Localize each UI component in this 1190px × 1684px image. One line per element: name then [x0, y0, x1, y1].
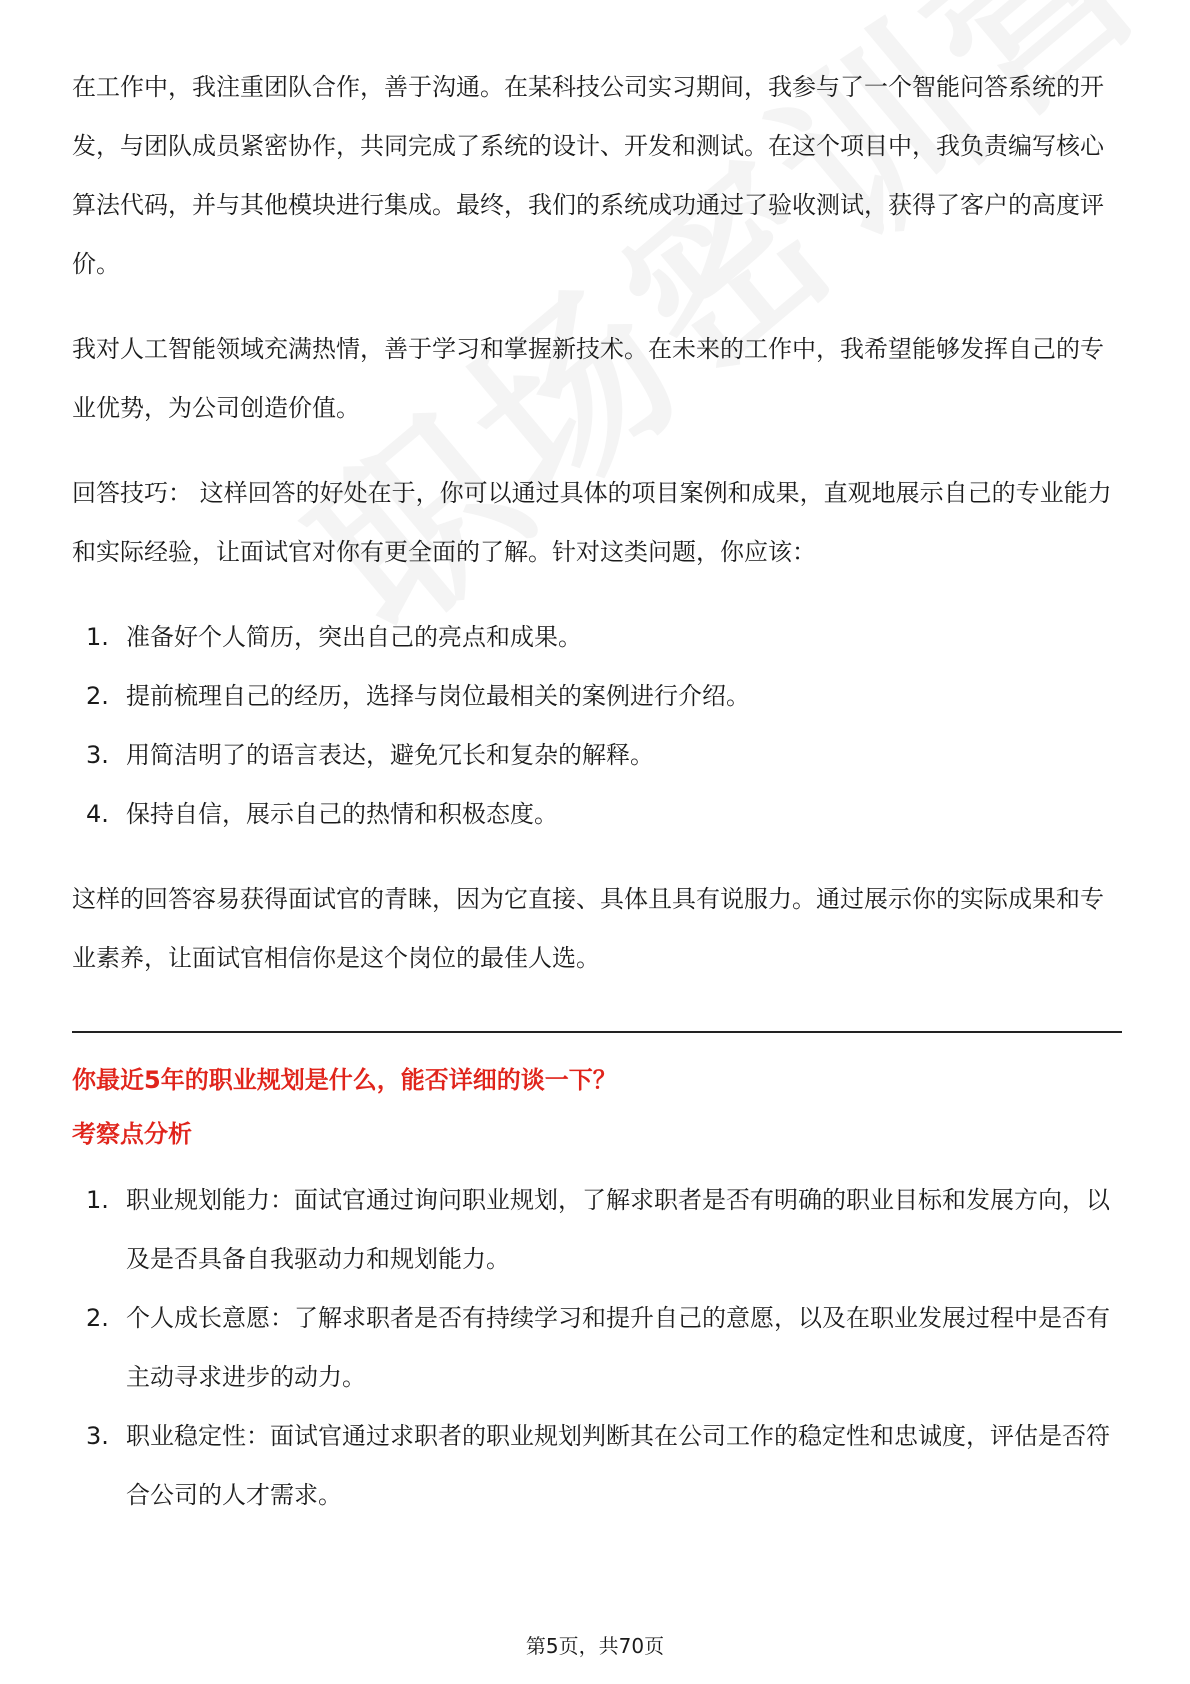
- analysis-points-list: [72, 1171, 1122, 1525]
- tips-list: [72, 608, 1122, 844]
- list-number: 3.: [86, 741, 109, 769]
- list-item: [72, 1407, 1122, 1525]
- page-content: [72, 58, 1122, 1525]
- list-number: 1.: [86, 1186, 109, 1214]
- list-text: 准备好个人简历，突出自己的亮点和成果。: [126, 623, 582, 651]
- paragraph-closing: 这样的回答容易获得面试官的青睐，因为它直接、具体且具有说服力。通过展示你的实际成果和专业素养，让面试官相信你是这个岗位的最佳人选。: [72, 885, 1104, 972]
- section-divider: [72, 1031, 1122, 1033]
- list-text: 保持自信，展示自己的热情和积极态度。: [126, 800, 558, 828]
- question-title: 你最近5年的职业规划是什么，能否详细的谈一下？: [72, 1066, 617, 1094]
- list-item: [72, 608, 1122, 667]
- paragraph-answer-tips: 回答技巧： 这样回答的好处在于，你可以通过具体的项目案例和成果，直观地展示自己的专业能力和实际经验，让面试官对你有更全面的了解。针对这类问题，你应该：: [72, 479, 1112, 566]
- list-item: [72, 726, 1122, 785]
- list-text: 职业规划能力：面试官通过询问职业规划，了解求职者是否有明确的职业目标和发展方向，以及是否具备自我驱动力和规划能力。: [126, 1186, 1110, 1273]
- list-item: [72, 667, 1122, 726]
- list-number: 4.: [86, 800, 109, 828]
- list-text: 个人成长意愿：了解求职者是否有持续学习和提升自己的意愿，以及在职业发展过程中是否有主动寻求进步的动力。: [126, 1304, 1110, 1391]
- list-number: 3.: [86, 1422, 109, 1450]
- analysis-heading: 考察点分析: [72, 1120, 192, 1148]
- list-item: [72, 1289, 1122, 1407]
- list-number: 2.: [86, 682, 109, 710]
- list-number: 1.: [86, 623, 109, 651]
- list-item: [72, 785, 1122, 844]
- paragraph-passion: 我对人工智能领域充满热情，善于学习和掌握新技术。在未来的工作中，我希望能够发挥自己的专业优势，为公司创造价值。: [72, 335, 1104, 422]
- list-text: 提前梳理自己的经历，选择与岗位最相关的案例进行介绍。: [126, 682, 750, 710]
- page-footer: 第5页，共70页: [525, 1634, 665, 1658]
- list-item: [72, 1171, 1122, 1289]
- list-text: 用简洁明了的语言表达，避免冗长和复杂的解释。: [126, 741, 654, 769]
- list-number: 2.: [86, 1304, 109, 1332]
- paragraph-teamwork: 在工作中，我注重团队合作，善于沟通。在某科技公司实习期间，我参与了一个智能问答系统的开发，与团队成员紧密协作，共同完成了系统的设计、开发和测试。在这个项目中，我负责编写核心算法代码，并与其他模块进行集成。最终，我们的系统成功通过了验收测试，获得了客户的高度评价。: [72, 73, 1104, 278]
- list-text: 职业稳定性：面试官通过求职者的职业规划判断其在公司工作的稳定性和忠诚度，评估是否符合公司的人才需求。: [126, 1422, 1110, 1509]
